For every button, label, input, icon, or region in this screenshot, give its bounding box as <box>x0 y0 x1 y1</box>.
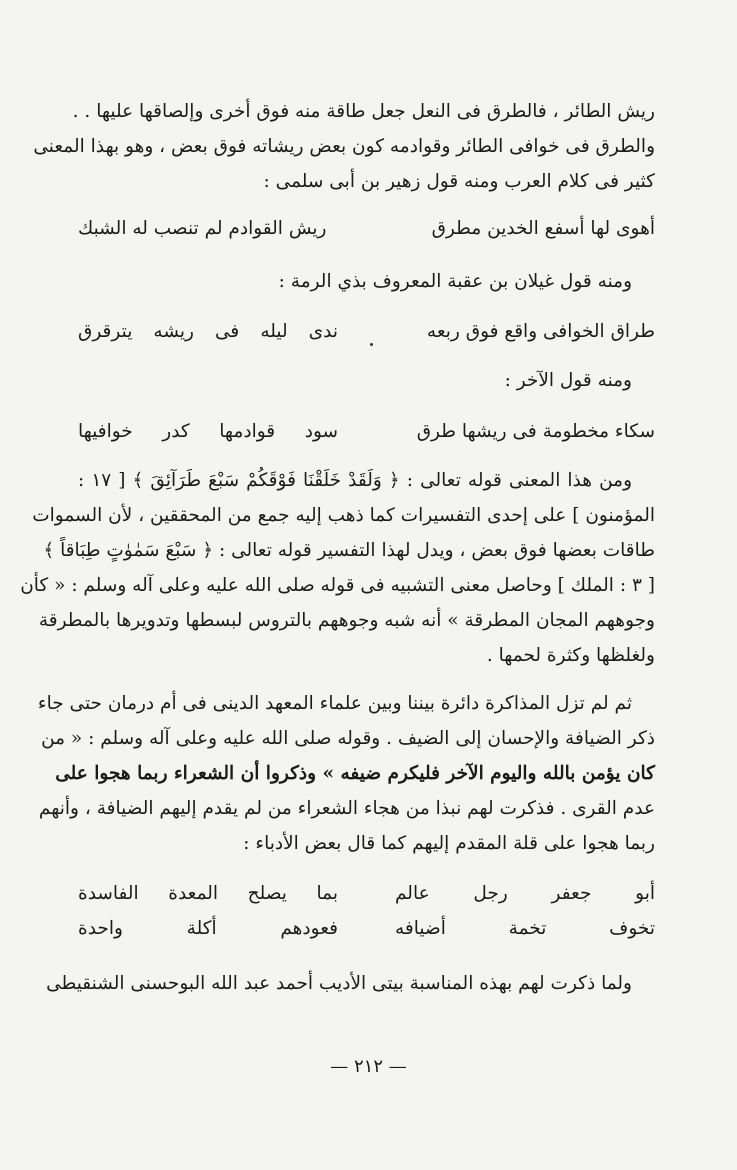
verse-line <box>78 215 655 243</box>
paragraph-line: كان يؤمن بالله واليوم الآخر فليكرم ضيفه » وذكروا أن الشعراء ربما هجوا على <box>55 763 655 784</box>
paragraph-line: ولما ذكرت لهم بهذه المناسبة بيتى الأديب أحمد عبد الله البوحسنى الشنقيطى <box>46 973 632 994</box>
verse-second-hemistich: سود قوادمها كدر خوافيها <box>78 421 338 442</box>
verse-first-hemistich: أبو جعفر رجل عالم <box>395 883 655 904</box>
verse-first-hemistich: تخوف تخمة أضيافه <box>395 918 655 939</box>
verse-first-hemistich: طراق الخوافى واقع فوق ربعه <box>426 321 655 342</box>
paragraph-line: عدم القرى . فذكرت لهم نبذا من هجاء الشعراء من لم يقدم إليهم الضيافة ، وأنهم <box>38 798 655 819</box>
verse-intro: ومنه قول غيلان بن عقبة المعروف بذي الرمة : <box>278 271 632 292</box>
paragraph-line: ريش الطائر ، فالطرق فى النعل جعل طاقة منه فوق أخرى وإلصاقها عليها . . <box>72 101 655 122</box>
verse-line <box>78 880 655 908</box>
verse-first-hemistich: أهوى لها أسفع الخدين مطرق <box>431 218 655 239</box>
verse-line <box>78 418 655 446</box>
paragraph-line: ثم لم تزل المذاكرة دائرة بيننا وبين علماء المعهد الدينى فى أم درمان حتى جاء <box>37 693 632 714</box>
paragraph-line: كثير فى كلام العرب ومنه قول زهير بن أبى سلمى : <box>263 171 655 192</box>
page-number: — ٢١٢ — <box>330 1056 407 1077</box>
verse-first-hemistich: سكاء مخطومة فى ريشها طرق <box>416 421 655 442</box>
verse-second-hemistich: فعودهم أكلة واحدة <box>78 918 338 939</box>
paragraph-line: والطرق فى خوافى الطائر وقوادمه كون بعض ريشاته فوق بعض ، وهو بهذا المعنى <box>33 136 655 157</box>
paragraph-line: ولغلظها وكثرة لحمها . <box>486 645 655 666</box>
verse-second-hemistich: بما يصلح المعدة الفاسدة <box>78 883 338 904</box>
verse-second-hemistich: ريش القوادم لم تنصب له الشبك <box>78 218 327 239</box>
paragraph-line: وجوههم المجان المطرقة » أنه شبه وجوههم بالتروس لبسطها وتدويرها بالمطرقة <box>38 610 655 631</box>
paragraph-line: ذكر الضيافة والإحسان إلى الضيف . وقوله صلى الله عليه وعلى آله وسلم : « من <box>41 728 655 749</box>
ink-speck <box>370 343 373 346</box>
paragraph-line: المؤمنون ] على إحدى التفسيرات كما ذهب إليه جمع من المحققين ، لأن السموات <box>32 505 655 526</box>
paragraph-line: ربما هجوا على قلة المقدم إليهم كما قال بعض الأدباء : <box>243 833 655 854</box>
verse-intro: ومنه قول الآخر : <box>504 370 632 391</box>
verse-second-hemistich: ندى ليله فى ريشه يترقرق <box>78 321 338 342</box>
paragraph-line: طاقات بعضها فوق بعض ، ويدل لهذا التفسير قوله تعالى : ﴿ سَبْعَ سَمٰوٰتٍ طِبَاقاً ﴾ <box>43 540 655 561</box>
paragraph-line: [ ٣ : الملك ] وحاصل معنى التشبيه فى قوله صلى الله عليه وعلى آله وسلم : « كأن <box>20 575 655 596</box>
paragraph-line: ومن هذا المعنى قوله تعالى : ﴿ وَلَقَدْ خَلَقْنَا فَوْقَكُمْ سَبْعَ طَرَآئِقَ ﴾ [ ١٧ : <box>78 470 632 491</box>
verse-line <box>78 318 655 346</box>
verse-line <box>78 915 655 943</box>
